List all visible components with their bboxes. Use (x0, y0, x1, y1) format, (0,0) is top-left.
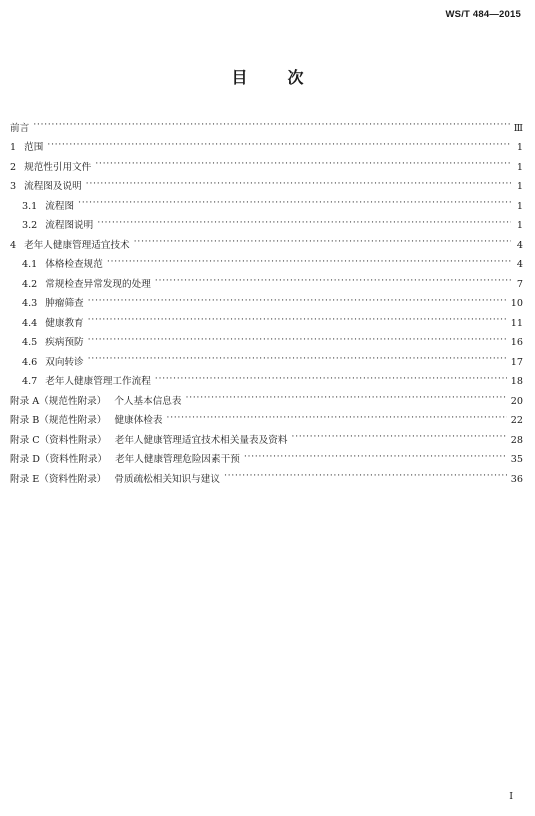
title-char-2: 次 (287, 68, 304, 87)
page-number: I (509, 791, 513, 802)
toc-entry-label (10, 432, 291, 446)
toc-page-number: 1 (516, 200, 523, 212)
toc-entry-text: 老年人健康管理工作流程 (45, 376, 151, 388)
toc-page-number: 11 (510, 317, 523, 329)
toc-entry-text: 骨质疏松相关知识与建议 (114, 473, 220, 485)
toc-entry[interactable] (10, 178, 523, 198)
toc-entry-text: 双向转诊 (45, 356, 84, 368)
toc-entry-text: 规范性引用文件 (24, 161, 92, 173)
toc-entry-text: 肿瘤筛查 (45, 298, 84, 310)
toc-subentry[interactable] (10, 256, 523, 276)
toc-entry-number: 4.2 (22, 278, 38, 290)
toc-page-number: 22 (510, 415, 523, 427)
toc-entry-number: 附录 C（资料性附录） (10, 434, 107, 446)
toc-entry-text: 前言 (10, 122, 30, 134)
toc-subentry[interactable] (10, 334, 523, 354)
toc-entry-label (10, 334, 88, 348)
toc-entry-label (10, 471, 224, 485)
toc-page-number: 28 (510, 434, 523, 446)
toc-leader-dots (97, 217, 511, 229)
toc-page-number: 1 (516, 142, 523, 154)
toc-subentry[interactable] (10, 275, 523, 295)
toc-entry-text: 老年人健康管理危险因素干预 (115, 454, 240, 466)
toc-leader-dots (244, 451, 507, 463)
toc-entry-label (10, 276, 155, 290)
toc-leader-dots (88, 334, 507, 346)
toc-leader-dots (47, 139, 511, 151)
standard-code: WS/T 484—2015 (445, 9, 521, 20)
toc-subentry[interactable] (10, 295, 523, 315)
toc-entry-text: 健康体检表 (114, 415, 163, 427)
toc-entry-number: 3.2 (22, 220, 38, 232)
toc-subentry[interactable] (10, 217, 523, 237)
toc-entry-text: 范围 (24, 142, 44, 154)
toc-entry-number: 4.4 (22, 317, 38, 329)
toc-entry-text: 流程图说明 (45, 220, 94, 232)
toc-leader-dots (86, 178, 511, 190)
toc-entry-label (10, 120, 33, 134)
toc-leader-dots (185, 392, 506, 404)
toc-entry-text: 常规检查异常发现的处理 (45, 278, 151, 290)
toc-page-number: 1 (516, 181, 523, 193)
toc-leader-dots (95, 158, 511, 170)
toc-leader-dots (107, 256, 511, 268)
toc-leader-dots (33, 119, 510, 131)
toc-entry-label (10, 354, 88, 368)
toc-entry-number: 附录 D（资料性附录） (10, 454, 108, 466)
toc-leader-dots (155, 373, 507, 385)
toc-page-number: 10 (510, 298, 523, 310)
toc-page-number: 1 (516, 220, 523, 232)
toc-page-number: 16 (510, 337, 523, 349)
toc-entry-label (10, 451, 244, 465)
toc-subentry[interactable] (10, 373, 523, 393)
toc-entry[interactable] (10, 451, 523, 471)
table-of-contents (10, 119, 523, 490)
toc-entry-number: 4.5 (22, 337, 38, 349)
toc-entry-number: 附录 E（资料性附录） (10, 473, 107, 485)
toc-entry-text: 疾病预防 (45, 337, 84, 349)
toc-entry-label (10, 295, 88, 309)
toc-entry-label (10, 178, 86, 192)
toc-entry-number: 2 (10, 161, 17, 173)
toc-leader-dots (291, 431, 506, 443)
toc-entry-text: 流程图 (45, 200, 75, 212)
toc-page-number: 36 (510, 473, 523, 485)
toc-entry-number: 4.7 (22, 376, 38, 388)
toc-page-number: 20 (510, 395, 523, 407)
toc-page-number: 35 (510, 454, 523, 466)
toc-entry-text: 个人基本信息表 (114, 395, 182, 407)
toc-leader-dots (78, 197, 511, 209)
toc-entry-label (10, 315, 88, 329)
toc-entry-number: 3.1 (22, 200, 38, 212)
page-title (0, 65, 535, 88)
toc-leader-dots (88, 314, 507, 326)
toc-entry-text: 体格检查规范 (45, 259, 103, 271)
title-char-1: 目 (231, 68, 248, 87)
toc-page-number: 1 (516, 161, 523, 173)
toc-entry-number: 附录 B（规范性附录） (10, 415, 107, 427)
toc-subentry[interactable] (10, 314, 523, 334)
toc-entry-number: 附录 A（规范性附录） (10, 395, 107, 407)
toc-entry-label (10, 217, 97, 231)
toc-entry-label (10, 237, 134, 251)
toc-entry[interactable] (10, 392, 523, 412)
toc-entry[interactable] (10, 470, 523, 490)
toc-entry-number: 4 (10, 239, 17, 251)
toc-entry-text: 老年人健康管理适宜技术相关量表及资料 (114, 434, 288, 446)
toc-entry-label (10, 393, 185, 407)
toc-page-number: 4 (516, 259, 523, 271)
toc-entry-text: 老年人健康管理适宜技术 (24, 239, 130, 251)
toc-page-number: 18 (510, 376, 523, 388)
toc-entry-label (10, 139, 47, 153)
toc-page-number: 7 (516, 278, 523, 290)
toc-entry-number: 4.1 (22, 259, 38, 271)
toc-page-number: Ⅲ (513, 122, 523, 134)
toc-entry-label (10, 373, 155, 387)
toc-subentry[interactable] (10, 197, 523, 217)
toc-subentry[interactable] (10, 353, 523, 373)
toc-entry-label (10, 256, 107, 270)
toc-entry-text: 健康教育 (45, 317, 84, 329)
toc-entry-number: 4.3 (22, 298, 38, 310)
toc-entry[interactable] (10, 158, 523, 178)
toc-entry[interactable] (10, 412, 523, 432)
toc-entry-number: 4.6 (22, 356, 38, 368)
toc-entry[interactable] (10, 236, 523, 256)
toc-leader-dots (166, 412, 506, 424)
toc-leader-dots (88, 353, 507, 365)
toc-entry-label (10, 412, 166, 426)
toc-leader-dots (155, 275, 511, 287)
toc-entry[interactable] (10, 139, 523, 159)
toc-leader-dots (224, 470, 507, 482)
toc-entry-text: 流程图及说明 (24, 181, 82, 193)
toc-entry[interactable] (10, 119, 523, 139)
toc-leader-dots (88, 295, 507, 307)
toc-leader-dots (134, 236, 511, 248)
toc-entry[interactable] (10, 431, 523, 451)
toc-entry-label (10, 198, 78, 212)
toc-entry-number: 3 (10, 181, 17, 193)
toc-page-number: 4 (516, 239, 523, 251)
toc-page-number: 17 (510, 356, 523, 368)
toc-entry-label (10, 159, 95, 173)
toc-entry-number: 1 (10, 142, 17, 154)
